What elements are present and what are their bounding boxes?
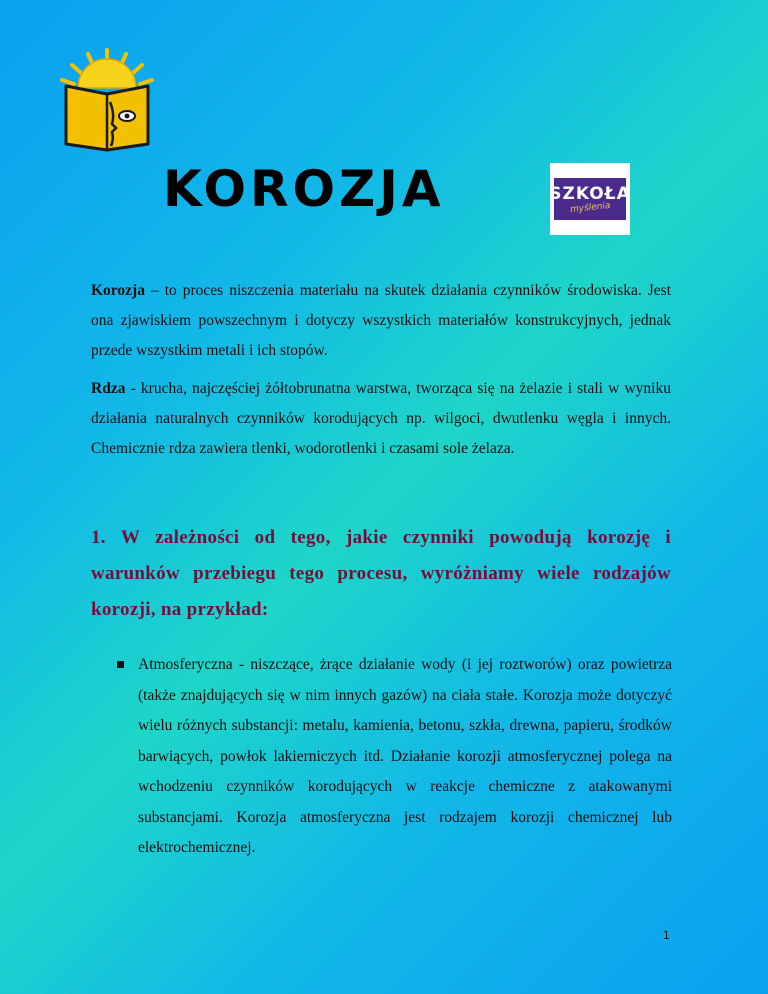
badge-logo [549,178,631,220]
paragraph-korozja [91,276,671,366]
paragraph-rdza [91,374,671,464]
section-heading: 1. W zależności od tego, jakie czynniki powodują korozję i warunków przebiegu tego procesu, wyróżniamy wiele rodzajów korozji, na przykład: [91,527,671,620]
book-sun-logo [52,42,162,152]
badge-top-text: SZKOŁA [549,184,631,204]
list-item-atmosferyczna: Atmosferyczna - niszczące, żrące działanie wody (i jej roztworów) oraz powietrza (także znajdujących się w nim innych gazów) na ciała stałe. Korozja może dotyczyć wielu różnych substancji: metalu, kamienia, betonu, szkła, drewna, papieru, środków barwiących, powłok lakierniczych itd. Działanie korozji atmosferycznej polega na wchodzeniu czynników korodujących w reakcje chemiczne z atakowanymi substancjami. Korozja atmosferyczna jest rodzajem korozji chemicznej lub elektrochemicznej. [138,656,672,856]
term-rdza: Rdza [91,380,126,397]
term-korozja: Korozja [91,282,145,299]
square-bullet-icon [117,661,124,668]
page-number: 1 [663,928,670,942]
szkola-myslenia-badge [550,163,630,235]
definition-korozja: – to proces niszczenia materiału na skutek działania czynników środowiska. Jest ona zjawiskiem powszechnym i dotyczy wszystkich materiałów konstrukcyjnych, jednak przede wszystkim metali i ich stopów. [91,282,671,359]
definition-rdza: - krucha, najczęściej żółtobrunatna warstwa, tworząca się na żelazie i stali w wyniku działania naturalnych czynników korodujących np. wilgoci, dwutlenku węgla i innych. Chemicznie rdza zawiera tlenki, wodorotlenki i czasami sole żelaza. [91,380,671,457]
page-title: KOROZJA [163,160,445,218]
badge-bottom-text: myślenia [569,200,611,216]
